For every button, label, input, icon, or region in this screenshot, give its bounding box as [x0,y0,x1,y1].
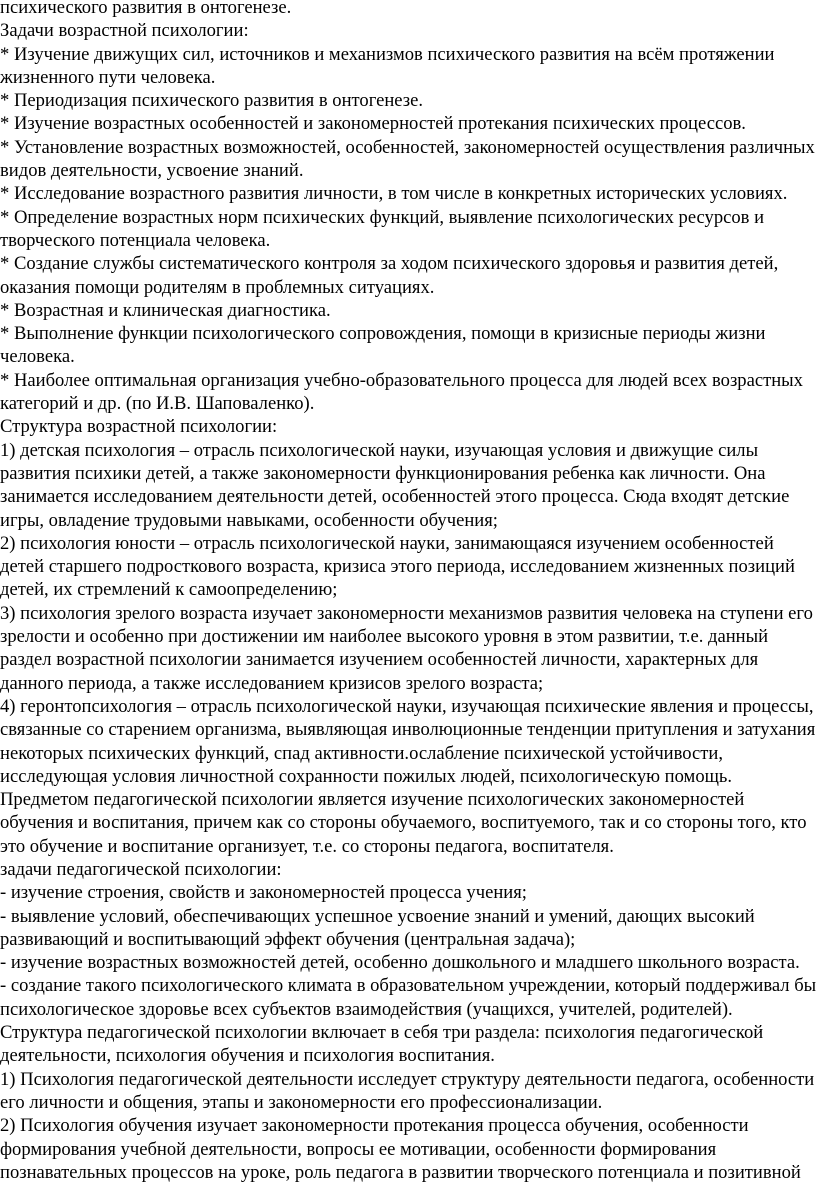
text-line: детей, их стремлений к самоопределению; [0,579,338,601]
text-line: Структура возрастной психологии: [0,416,278,438]
text-line: 2) Психология обучения изучает закономерности протекания процесса обучения, особенности [0,1115,749,1137]
text-line: * Изучение возрастных особенностей и закономерностей протекания психических процессов. [0,113,746,135]
text-line: * Исследование возрастного развития личности, в том числе в конкретных исторических условиях. [0,183,788,205]
text-line: * Возрастная и клиническая диагностика. [0,299,331,321]
text-line: * Изучение движущих сил, источников и механизмов психического развития на всём протяжении [0,43,775,65]
text-line: детей старшего подросткового возраста, кризиса этого периода, исследованием жизненных позиций [0,556,795,578]
text-line: раздел возрастной психологии занимается изучением особенностей личности, характерных для [0,649,759,671]
text-line: * Установление возрастных возможностей, особенностей, закономерностей осуществления различных [0,136,815,158]
text-line: формирования учебной деятельности, вопросы ее мотивации, особенности формирования [0,1138,717,1160]
text-line: Задачи возрастной психологии: [0,20,249,42]
text-line: оказания помощи родителям в проблемных ситуациях. [0,276,435,298]
text-line: * Наиболее оптимальная организация учебно-образовательного процесса для людей всех возрастных [0,369,803,391]
text-line: - выявление условий, обеспечивающих успешное усвоение знаний и умений, дающих высокий [0,905,755,927]
text-line: 1) Психология педагогической деятельности исследует структуру деятельности педагога, особенности [0,1068,815,1090]
text-line: обучения и воспитания, причем как со стороны обучаемого, воспитуемого, так и со стороны того, кто [0,812,807,834]
text-line: категорий и др. (по И.В. Шаповаленко). [0,393,315,415]
text-line: занимается исследованием деятельности детей, особенностей этого процесса. Сюда входят детские [0,486,790,508]
text-line: его личности и общения, этапы и закономерности его профессионализации. [0,1091,603,1113]
text-line: 1) детская психология – отрасль психологической науки, изучающая условия и движущие силы [0,439,759,461]
text-line: задачи педагогической психологии: [0,858,282,880]
text-line: психологическое здоровье всех субъектов взаимодействия (учащихся, учителей, родителей). [0,998,733,1020]
text-line: * Периодизация психического развития в онтогенезе. [0,90,424,112]
text-line: игры, овладение трудовыми навыками, особенности обучения; [0,509,498,531]
text-line: * Определение возрастных норм психических функций, выявление психологических ресурсов и [0,206,765,228]
text-line: Структура педагогической психологии включает в себя три раздела: психология педагогической [0,1022,764,1044]
text-line: развития психики детей, а также закономерности функционирования ребенка как личности. Она [0,462,766,484]
text-line: видов деятельности, усвоение знаний. [0,160,304,182]
text-line: некоторых психических функций, спад активности.ослабление психической устойчивости, [0,742,724,764]
text-line: исследующая условия личностной сохранности пожилых людей, психологическую помощь. [0,765,733,787]
text-line: жизненного пути человека. [0,66,216,88]
text-line: * Выполнение функции психологического сопровождения, помощи в кризисные периоды жизни [0,323,766,345]
text-line: человека. [0,346,75,368]
text-line: познавательных процессов на уроке, роль педагога в развитии творческого потенциала и позитивной [0,1161,801,1183]
text-line: Предметом педагогической психологии является изучение психологических закономерностей [0,789,745,811]
text-line: развивающий и воспитывающий эффект обучения (центральная задача); [0,928,576,950]
text-line: 3) психология зрелого возраста изучает закономерности механизмов развития человека на ступени его [0,602,813,624]
text-line: - создание такого психологического климата в образовательном учреждении, который поддерживал бы [0,975,816,997]
text-line: - изучение строения, свойств и закономерностей процесса учения; [0,882,527,904]
text-line: связанные со старением организма, выявляющая инволюционные тенденции притупления и затухания [0,719,816,741]
text-line: * Создание службы систематического контроля за ходом психического здоровья и развития детей, [0,253,779,275]
text-line: данного периода, а также исследованием кризисов зрелого возраста; [0,672,544,694]
text-line: это обучение и воспитание организует, т.е. со стороны педагога, воспитателя. [0,835,614,857]
text-line: - изучение возрастных возможностей детей, особенно дошкольного и младшего школьного возраста. [0,952,800,974]
text-line: 4) геронтопсихология – отрасль психологической науки, изучающая психические явления и процессы, [0,695,814,717]
text-line: деятельности, психология обучения и психология воспитания. [0,1045,495,1067]
text-line: психического развития в онтогенезе. [0,0,292,18]
text-line: творческого потенциала человека. [0,229,271,251]
text-line: 2) психология юности – отрасль психологической науки, занимающаяся изучением особенностей [0,532,774,554]
text-line: зрелости и особенно при достижении им наиболее высокого уровня в этом развитии, т.е. данный [0,626,769,648]
